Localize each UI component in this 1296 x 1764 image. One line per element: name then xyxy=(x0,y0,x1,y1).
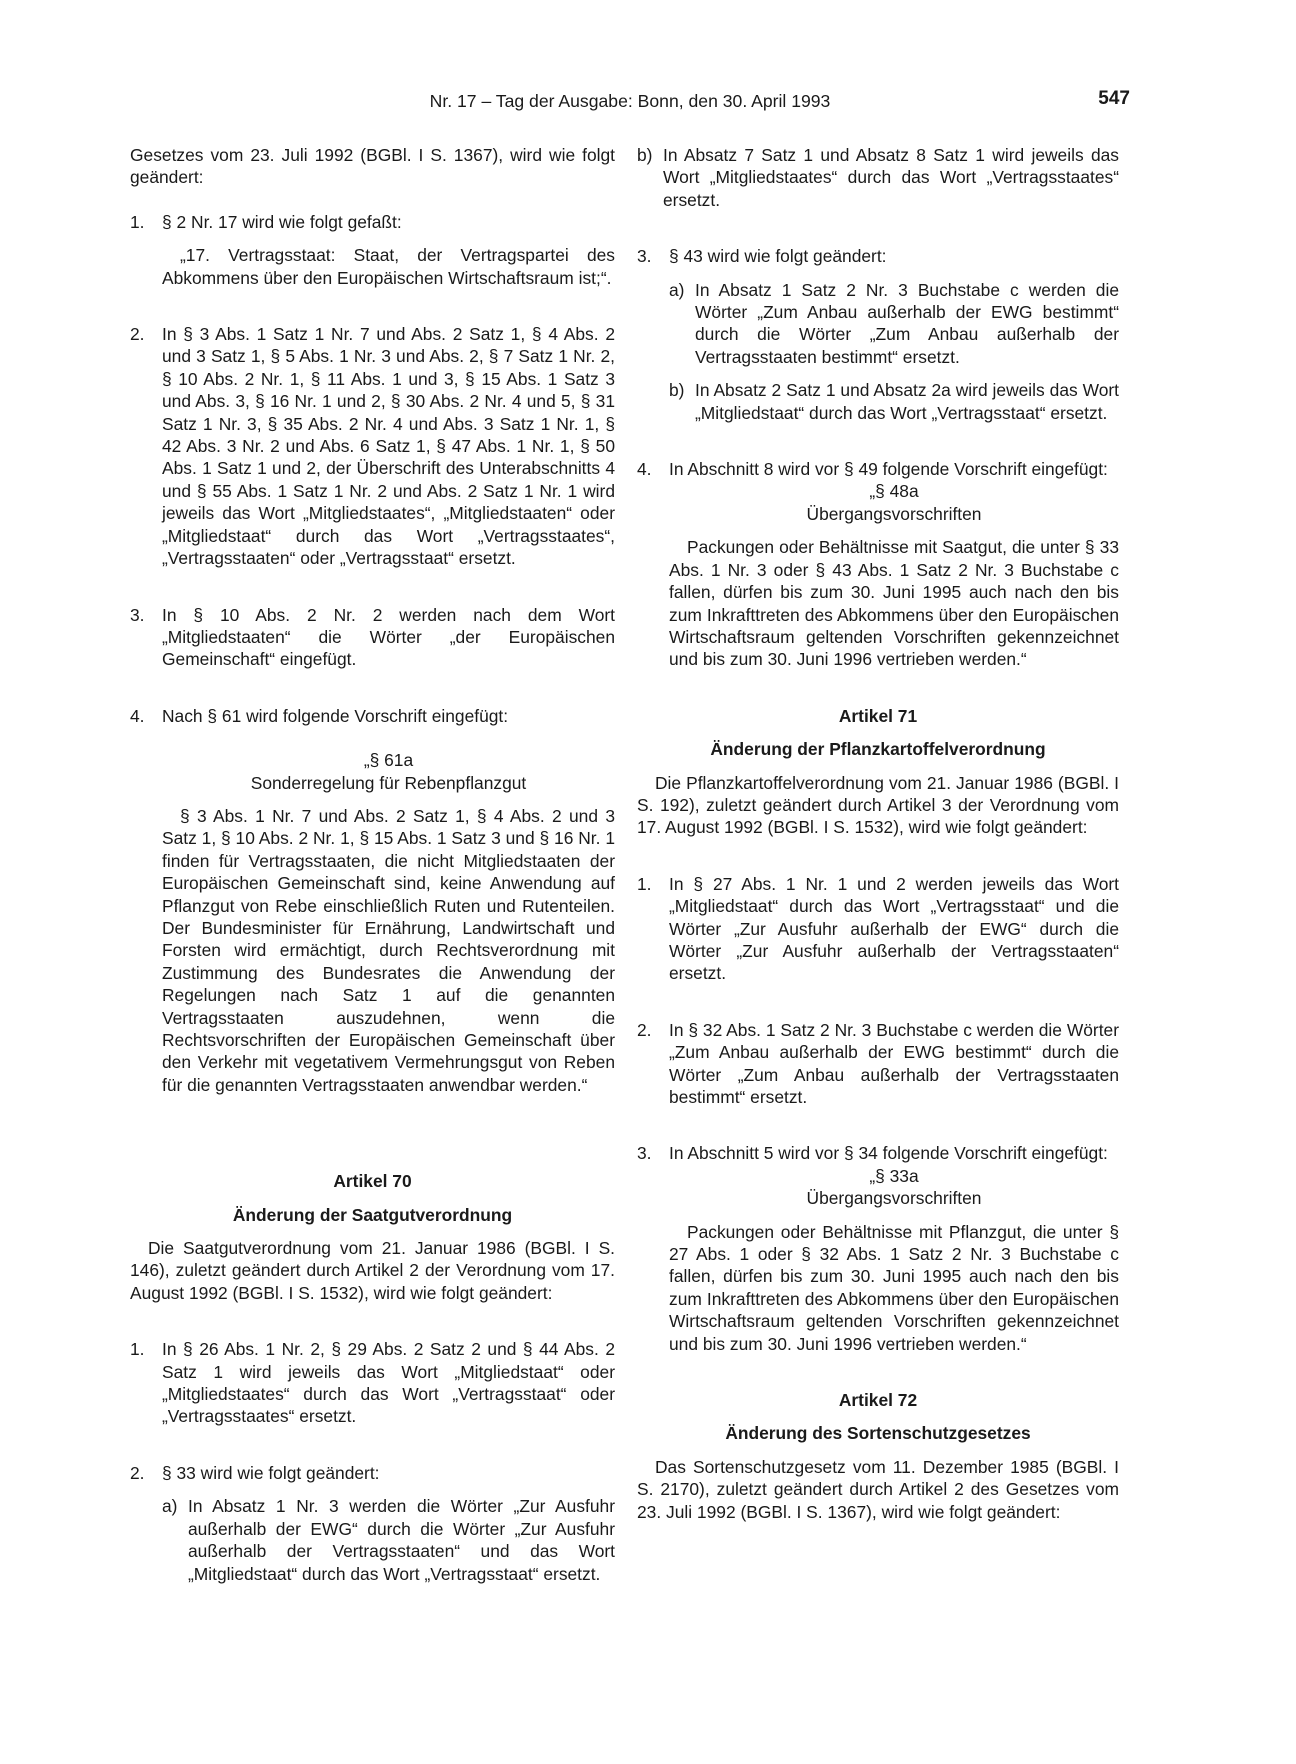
item-number: 4. xyxy=(130,705,145,726)
item-number: 3. xyxy=(637,246,652,267)
list-item xyxy=(130,604,615,671)
sub-item-text: In Absatz 7 Satz 1 und Absatz 8 Satz 1 wird jeweils das Wort „Mitgliedstaates“ durch das Wort „Vertragsstaates“ ersetzt. xyxy=(663,145,1119,210)
section-title: „§ 33a xyxy=(869,1165,919,1186)
list-item xyxy=(130,323,615,569)
list-item xyxy=(637,1142,1119,1164)
left-column xyxy=(130,144,615,1585)
item-text: In § 32 Abs. 1 Satz 2 Nr. 3 Buchstabe c werden die Wörter „Zum Anbau außerhalb der EWG bestimmt“ durch die Wörter „Zum Anbau außerhalb der Vertragsstaaten bestimmt“ ersetzt. xyxy=(669,1019,1119,1107)
section-subtitle: Übergangsvorschriften xyxy=(806,1188,982,1209)
section-33a xyxy=(637,1165,1119,1355)
article-intro: Das Sortenschutzgesetz vom 11. Dezember 1985 (BGBl. I S. 2170), zuletzt geändert durch Artikel 2 des Gesetzes vom 23. Juli 1992 (BGBl. I S. 1367), wird wie folgt geändert: xyxy=(637,1456,1119,1522)
page-header xyxy=(130,88,1130,114)
section-title: „§ 48a xyxy=(869,481,919,502)
sub-item-text: In Absatz 1 Satz 2 Nr. 3 Buchstabe c werden die Wörter „Zum Anbau außerhalb der EWG bestimmt“ durch die Wörter „Zum Anbau außerhalb der Vertragsstaaten bestimmt“ ersetzt. xyxy=(695,279,1119,367)
list-item xyxy=(130,211,615,233)
sub-item xyxy=(637,379,1119,424)
sub-item xyxy=(130,1495,615,1585)
article-intro: Die Pflanzkartoffelverordnung vom 21. Januar 1986 (BGBl. I S. 192), zuletzt geändert durch Artikel 3 der Verordnung vom 17. August 1992 (BGBl. I S. 1532), wird wie folgt geändert: xyxy=(637,772,1119,838)
sub-item-letter: a) xyxy=(162,1496,178,1517)
item-number: 1. xyxy=(130,211,145,232)
list-item xyxy=(130,705,615,727)
list-item xyxy=(637,873,1119,985)
item-text: § 43 wird wie folgt geändert: xyxy=(669,246,887,267)
item-number: 3. xyxy=(637,1143,652,1164)
item-number: 3. xyxy=(130,604,145,625)
item-text: In Abschnitt 5 wird vor § 34 folgende Vorschrift eingefügt: xyxy=(669,1143,1108,1164)
header-issue-line: Nr. 17 – Tag der Ausgabe: Bonn, den 30. April 1993 xyxy=(429,91,831,111)
quoted-definition: „17. Vertragsstaat: Staat, der Vertragspartei des Abkommens über den Europäischen Wirtschaftsraum ist;“. xyxy=(162,245,615,288)
right-column xyxy=(637,144,1119,1523)
section-61a xyxy=(130,749,615,1096)
list-item xyxy=(637,245,1119,267)
article-label: Artikel 70 xyxy=(333,1171,412,1192)
article-intro: Die Saatgutverordnung vom 21. Januar 1986 (BGBl. I S. 146), zuletzt geändert durch Artikel 2 der Verordnung vom 17. August 1992 (BGBl. I S. 1532), wird wie folgt geändert: xyxy=(130,1238,615,1303)
item-text: In § 10 Abs. 2 Nr. 2 werden nach dem Wort „Mitgliedstaaten“ die Wörter „der Europäischen Gemeinschaft“ eingefügt. xyxy=(162,604,615,670)
article-label: Artikel 71 xyxy=(838,705,918,726)
item-text: In Abschnitt 8 wird vor § 49 folgende Vorschrift eingefügt: xyxy=(669,459,1108,480)
article-title: Änderung der Saatgutverordnung xyxy=(232,1204,513,1225)
item-text: § 2 Nr. 17 wird wie folgt gefaßt: xyxy=(162,211,402,232)
section-subtitle: Übergangsvorschriften xyxy=(806,503,982,524)
section-subtitle: Sonderregelung für Rebenpflanzgut xyxy=(250,772,527,793)
item-text: In § 27 Abs. 1 Nr. 1 und 2 werden jeweils das Wort „Mitgliedstaat“ durch das Wort „Vertragsstaat“ und die Wörter „Zur Ausfuhr außerhalb der EWG“ durch die Wörter „Zur Ausfuhr außerhalb der Vertragsstaaten“ ersetzt. xyxy=(669,873,1119,984)
sub-item xyxy=(637,144,1119,211)
section-title: „§ 61a xyxy=(363,750,414,771)
sub-item xyxy=(637,279,1119,369)
sub-item-letter: b) xyxy=(637,145,653,165)
item-number: 2. xyxy=(130,324,145,345)
article-title: Änderung der Pflanzkartoffelverordnung xyxy=(710,739,1046,760)
list-item xyxy=(130,1338,615,1428)
item-number: 2. xyxy=(637,1019,652,1040)
sub-item-text: In Absatz 2 Satz 1 und Absatz 2a wird jeweils das Wort „Mitgliedstaat“ durch das Wort „Vertragsstaat“ ersetzt. xyxy=(695,380,1119,423)
list-item xyxy=(130,1462,615,1484)
item-number: 2. xyxy=(130,1462,145,1483)
intro-paragraph: Gesetzes vom 23. Juli 1992 (BGBl. I S. 1367), wird wie folgt geändert: xyxy=(130,145,615,188)
page-number: 547 xyxy=(1098,88,1130,109)
section-body: Packungen oder Behältnisse mit Saatgut, die unter § 33 Abs. 1 Nr. 3 oder § 43 Abs. 1 Satz 2 Nr. 3 Buchstabe c fallen, dürfen bis zum 30. Juni 1995 auch nach den bis zum Inkrafttreten des Abkommens über den Europäischen Wirtschaftsraum geltenden Vorschriften gekennzeichnet und bis zum 30. Juni 1996 vertrieben werden.“ xyxy=(669,537,1119,670)
section-body: Packungen oder Behältnisse mit Pflanzgut, die unter § 27 Abs. 1 oder § 32 Abs. 1 Satz 2 Nr. 3 Buchstabe c fallen, dürfen bis zum 30. Juni 1995 auch nach den bis zum Inkrafttreten des Abkommens über den Europäischen Wirtschaftsraum geltenden Vorschriften gekennzeichnet und bis zum 30. Juni 1996 vertrieben werden.“ xyxy=(669,1221,1119,1354)
item-text: Nach § 61 wird folgende Vorschrift eingefügt: xyxy=(162,705,509,726)
item-text: § 33 wird wie folgt geändert: xyxy=(162,1462,380,1483)
list-item xyxy=(637,1019,1119,1109)
item-number: 1. xyxy=(130,1339,145,1360)
section-body: § 3 Abs. 1 Nr. 7 und Abs. 2 Satz 1, § 4 Abs. 2 und 3 Satz 1, § 10 Abs. 2 Nr. 1, § 15 Abs. 1 Satz 3 und § 16 Nr. 1 finden für Vertragsstaaten, die nicht Mitgliedstaaten der Europäischen Gemeinschaft sind, keine Anwendung auf Pflanzgut von Rebe einschließlich Ruten und Rutenteilen. Der Bundesminister für Ernährung, Landwirtschaft und Forsten wird ermächtigt, durch Rechtsverordnung mit Zustimmung des Bundesrates die Anwendung der Regelungen nach Satz 1 auf die genannten Vertragsstaaten auszudehnen, wenn die Rechtsvorschriften der Europäischen Gemeinschaft über den Verkehr mit vegetativem Vermehrungsgut von Reben für die genannten Vertragsstaaten anwendbar werden.“ xyxy=(162,805,615,1095)
sub-item-letter: a) xyxy=(669,279,685,300)
article-title: Änderung des Sortenschutzgesetzes xyxy=(725,1423,1031,1444)
list-item xyxy=(637,458,1119,480)
item-text: In § 3 Abs. 1 Satz 1 Nr. 7 und Abs. 2 Satz 1, § 4 Abs. 2 und 3 Satz 1, § 5 Abs. 1 Nr. 3 und Abs. 2, § 7 Satz 1 Nr. 2, § 10 Abs. 2 Nr. 1, § 11 Abs. 1 und 3, § 15 Abs. 1 Satz 3 und Abs. 3, § 16 Nr. 1 und 2, § 30 Abs. 2 Nr. 4 und 5, § 31 Satz 1 Nr. 3, § 35 Abs. 2 Nr. 4 und Abs. 3 Satz 1 Nr. 1, § 42 Abs. 3 Nr. 2 und Abs. 6 Satz 1, § 47 Abs. 1 Nr. 1, § 50 Abs. 1 Satz 1 und 2, der Überschrift des Unterabschnitts 4 und § 55 Abs. 1 Satz 1 Nr. 2 und Abs. 2 Satz 1 Nr. 1 wird jeweils das Wort „Mitgliedstaates“, „Mitgliedstaaten“ oder „Mitgliedstaat“ durch das Wort „Vertragsstaates“, „Vertragsstaaten“ oder „Vertragsstaat“ ersetzt. xyxy=(162,324,615,569)
sub-item-letter: b) xyxy=(669,380,685,401)
sub-item-text: In Absatz 1 Nr. 3 werden die Wörter „Zur Ausfuhr außerhalb der EWG“ durch die Wörter „Zur Ausfuhr außerhalb der Vertragsstaaten“ und das Wort „Mitgliedstaat“ durch das Wort „Vertragsstaat“ ersetzt. xyxy=(188,1496,615,1584)
item-number: 4. xyxy=(637,459,652,480)
section-48a xyxy=(637,480,1119,670)
item-text: In § 26 Abs. 1 Nr. 2, § 29 Abs. 2 Satz 2 und § 44 Abs. 2 Satz 1 wird jeweils das Wort „Mitgliedstaat“ oder „Mitgliedstaates“ durch das Wort „Vertragsstaat“ oder „Vertragsstaates“ ersetzt. xyxy=(162,1339,615,1427)
article-label: Artikel 72 xyxy=(838,1390,918,1411)
item-number: 1. xyxy=(637,873,652,894)
